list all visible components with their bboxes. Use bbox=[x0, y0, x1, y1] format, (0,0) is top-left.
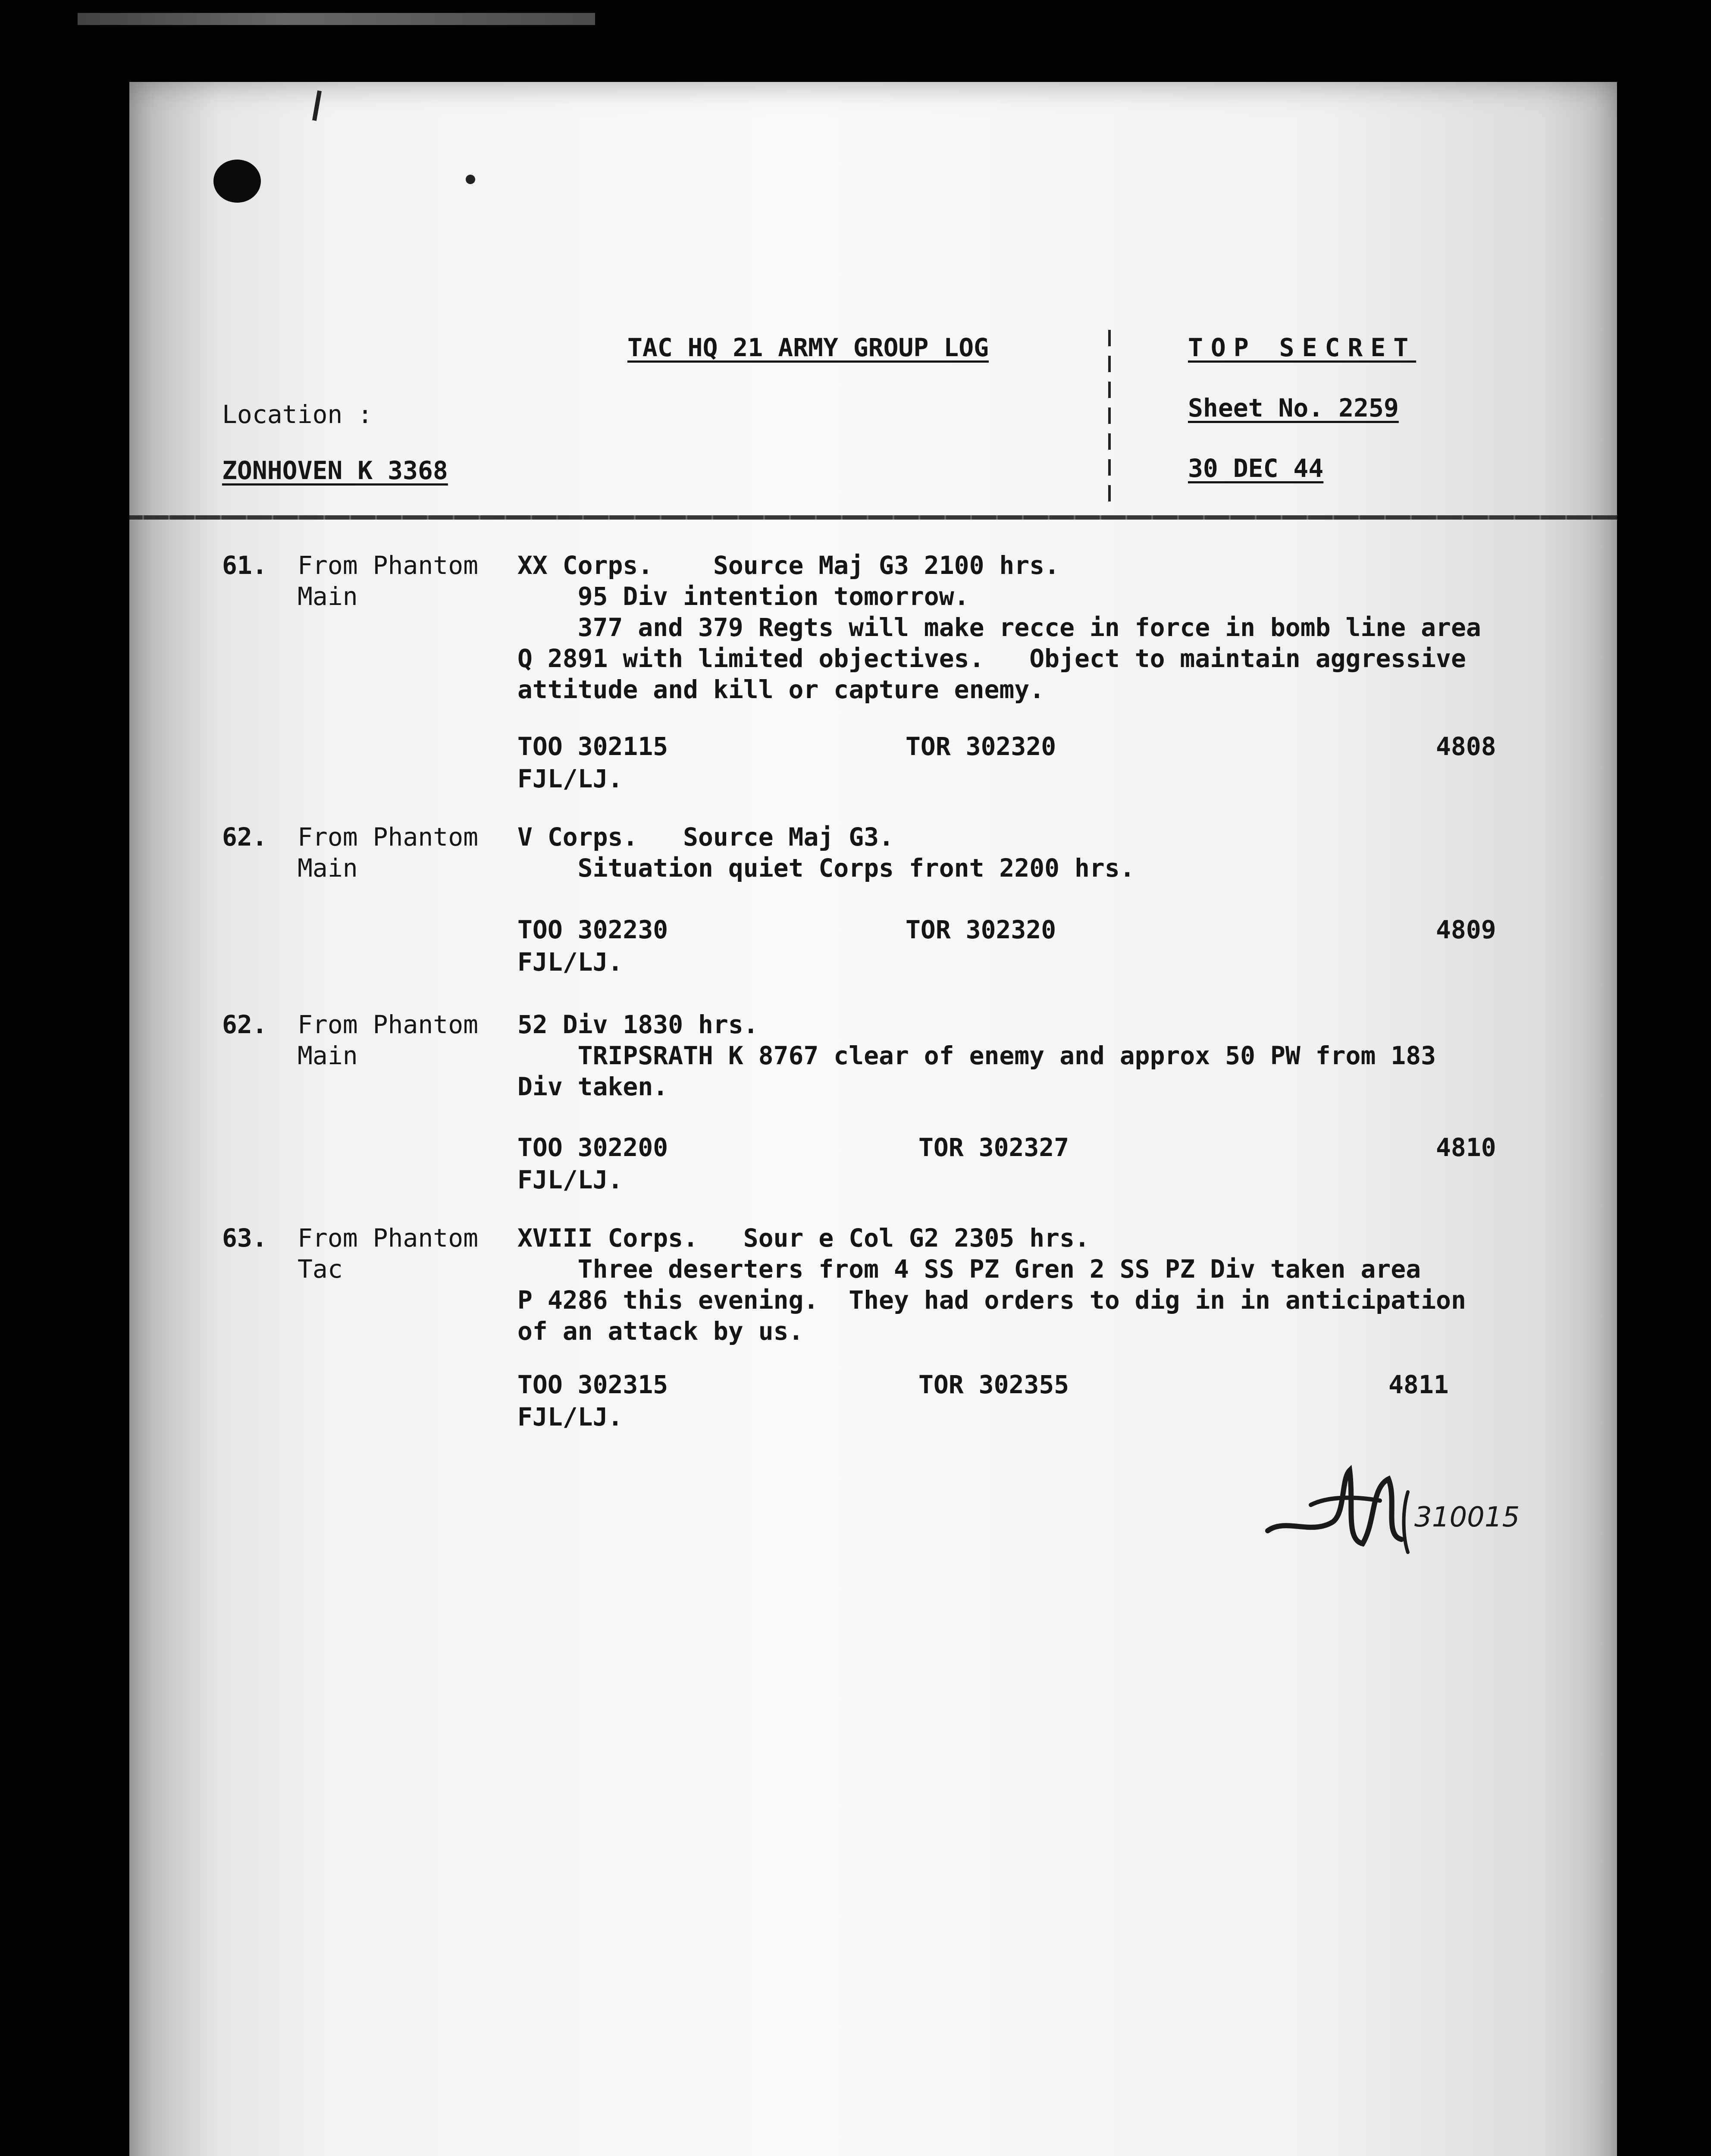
entry-number: 62. bbox=[222, 822, 267, 852]
header-divider-vertical bbox=[1108, 330, 1111, 502]
entry-source: From Phantom Main bbox=[298, 551, 479, 611]
location-value: ZONHOVEN K 3368 bbox=[222, 456, 448, 485]
entry-number: 61. bbox=[222, 551, 267, 580]
entry-text: V Corps. Source Maj G3. Situation quiet Corps front 2200 hrs. bbox=[517, 822, 1135, 883]
entry-tor: TOR 302327 bbox=[918, 1133, 1069, 1162]
entry-text: XX Corps. Source Maj G3 2100 hrs. 95 Div intention tomorrow. 377 and 379 Regts will make recce in force in bomb line area Q 2891 with limited objectives. Object to maintain aggressive attitude and kill or capture enemy. bbox=[517, 551, 1481, 704]
entry-source: From Phantom Main bbox=[298, 1010, 479, 1070]
entry-initials: FJL/LJ. bbox=[517, 1165, 623, 1194]
log-date: 30 DEC 44 bbox=[1188, 454, 1324, 483]
location-label: Location : bbox=[222, 400, 373, 429]
entry-tor: TOR 302320 bbox=[906, 732, 1056, 761]
entry-source: From Phantom Main bbox=[298, 822, 479, 883]
entry-number: 62. bbox=[222, 1010, 267, 1039]
entry-text: 52 Div 1830 hrs. TRIPSRATH K 8767 clear of enemy and approx 50 PW from 183 Div taken. bbox=[517, 1010, 1436, 1101]
entry-number: 63. bbox=[222, 1223, 267, 1253]
entry-serial: 4809 bbox=[1436, 915, 1496, 944]
signature-date-note: 310015 bbox=[1414, 1501, 1520, 1533]
entry-serial: 4808 bbox=[1436, 732, 1496, 761]
entry-text: XVIII Corps. Sour e Col G2 2305 hrs. Three deserters from 4 SS PZ Gren 2 SS PZ Div taken area P 4286 this evening. They had orders to dig in in anticipation of an attack by us. bbox=[517, 1223, 1466, 1346]
handwritten-signature bbox=[1259, 1453, 1526, 1565]
entry-source: From Phantom Tac bbox=[298, 1223, 479, 1284]
signature-drawing bbox=[1259, 1453, 1526, 1565]
entry-tor: TOR 302320 bbox=[906, 915, 1056, 944]
header-divider-horizontal bbox=[129, 515, 1617, 520]
entry-initials: FJL/LJ. bbox=[517, 764, 623, 793]
ink-dot bbox=[466, 175, 475, 184]
entry-too: TOO 302115 bbox=[517, 732, 668, 761]
log-title: TAC HQ 21 ARMY GROUP LOG bbox=[627, 333, 989, 362]
entry-too: TOO 302200 bbox=[517, 1133, 668, 1162]
entry-initials: FJL/LJ. bbox=[517, 1402, 623, 1432]
entry-tor: TOR 302355 bbox=[918, 1370, 1069, 1399]
entry-too: TOO 302315 bbox=[517, 1370, 668, 1399]
punch-hole bbox=[213, 160, 261, 203]
entry-serial: 4810 bbox=[1436, 1133, 1496, 1162]
entry-serial: 4811 bbox=[1388, 1370, 1449, 1399]
classification-label: TOP SECRET bbox=[1188, 333, 1416, 362]
sheet-number: Sheet No. 2259 bbox=[1188, 393, 1399, 423]
pen-tick-mark bbox=[312, 91, 322, 121]
log-sheet bbox=[129, 82, 1617, 2156]
film-edge-strip bbox=[78, 13, 595, 25]
entry-initials: FJL/LJ. bbox=[517, 947, 623, 977]
entry-too: TOO 302230 bbox=[517, 915, 668, 944]
